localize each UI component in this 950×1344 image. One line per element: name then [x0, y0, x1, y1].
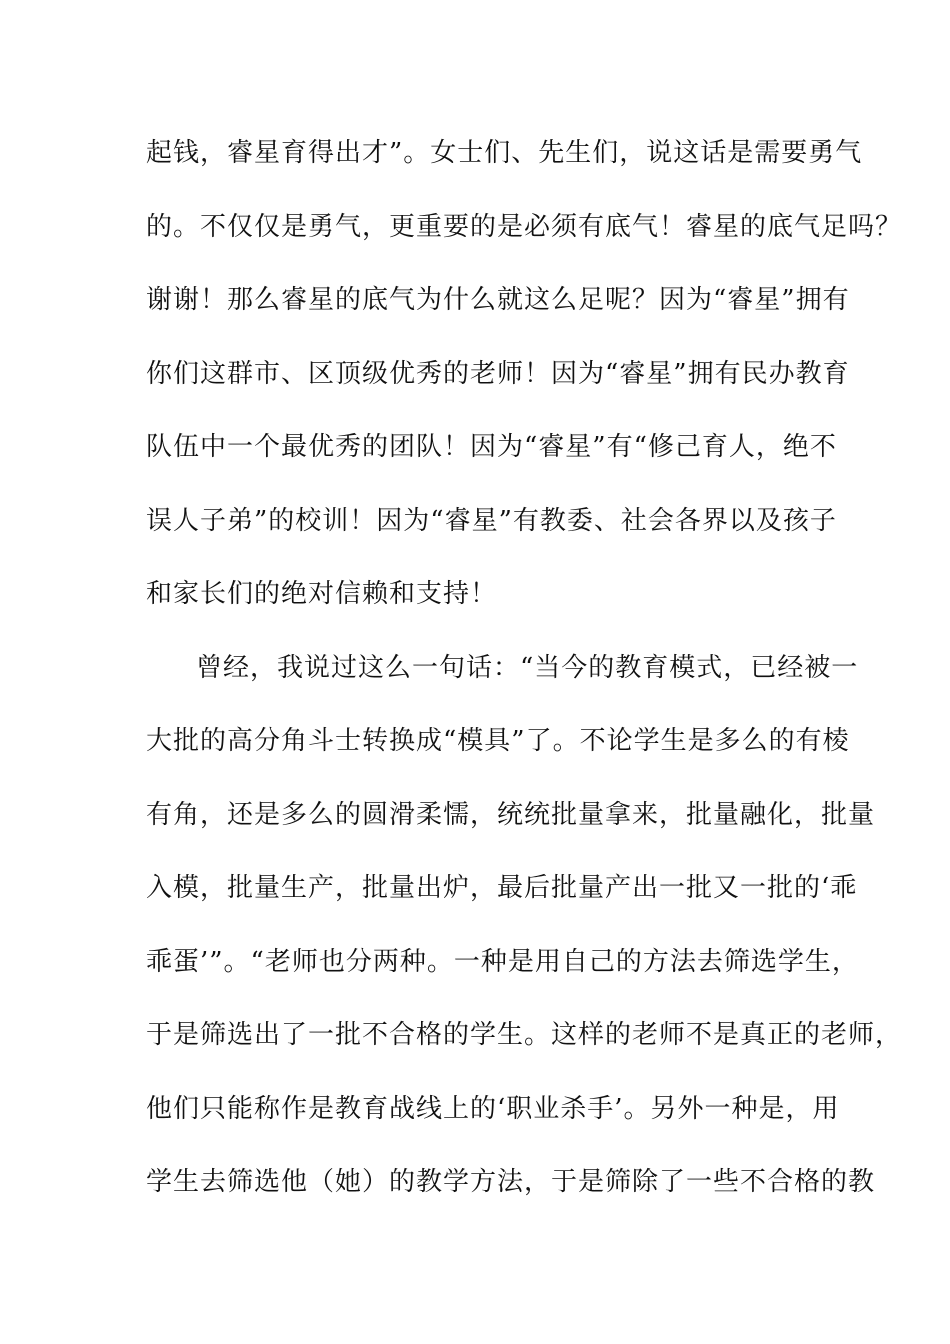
text-line: 误人子弟”的校训！因为“睿星”有教委、社会各界以及孩子: [146, 505, 837, 536]
text-line: 谢谢！那么睿星的底气为什么就这么足呢？因为“睿星”拥有: [146, 285, 850, 315]
text-line: 队伍中一个最优秀的团队！因为“睿星”有“修己育人，绝不: [146, 432, 837, 462]
paragraph-start-line: 曾经，我说过这么一句话：“当今的教育模式，已经被一: [196, 652, 859, 683]
text-line: 起钱，睿星育得出才”。女士们、先生们，说这话是需要勇气: [146, 138, 863, 168]
text-line: 于是筛选出了一批不合格的学生。这样的老师不是真正的老师，: [146, 1020, 903, 1050]
text-line: 大批的高分角斗士转换成“模具”了。不论学生是多么的有棱: [146, 726, 850, 756]
text-line: 有角，还是多么的圆滑柔懦，统统批量拿来，批量融化，批量: [146, 799, 876, 830]
text-line: 的。不仅仅是勇气，更重要的是必须有底气！睿星的底气足吗？: [146, 211, 903, 242]
text-line: 他们只能称作是教育战线上的‘职业杀手’。另外一种是，用: [146, 1093, 840, 1124]
text-line: 入模，批量生产，批量出炉，最后批量产出一批又一批的‘乖: [146, 873, 858, 903]
paragraph-end-line: 和家长们的绝对信赖和支持！: [146, 579, 498, 609]
text-line: 你们这群市、区顶级优秀的老师！因为“睿星”拥有民办教育: [146, 358, 850, 389]
body-text: [146, 126, 903, 1229]
text-line: 乖蛋’”。“老师也分两种。一种是用自己的方法去筛选学生，: [146, 946, 859, 977]
text-line: 学生去筛选他（她）的教学方法，于是筛除了一些不合格的教: [146, 1167, 876, 1197]
